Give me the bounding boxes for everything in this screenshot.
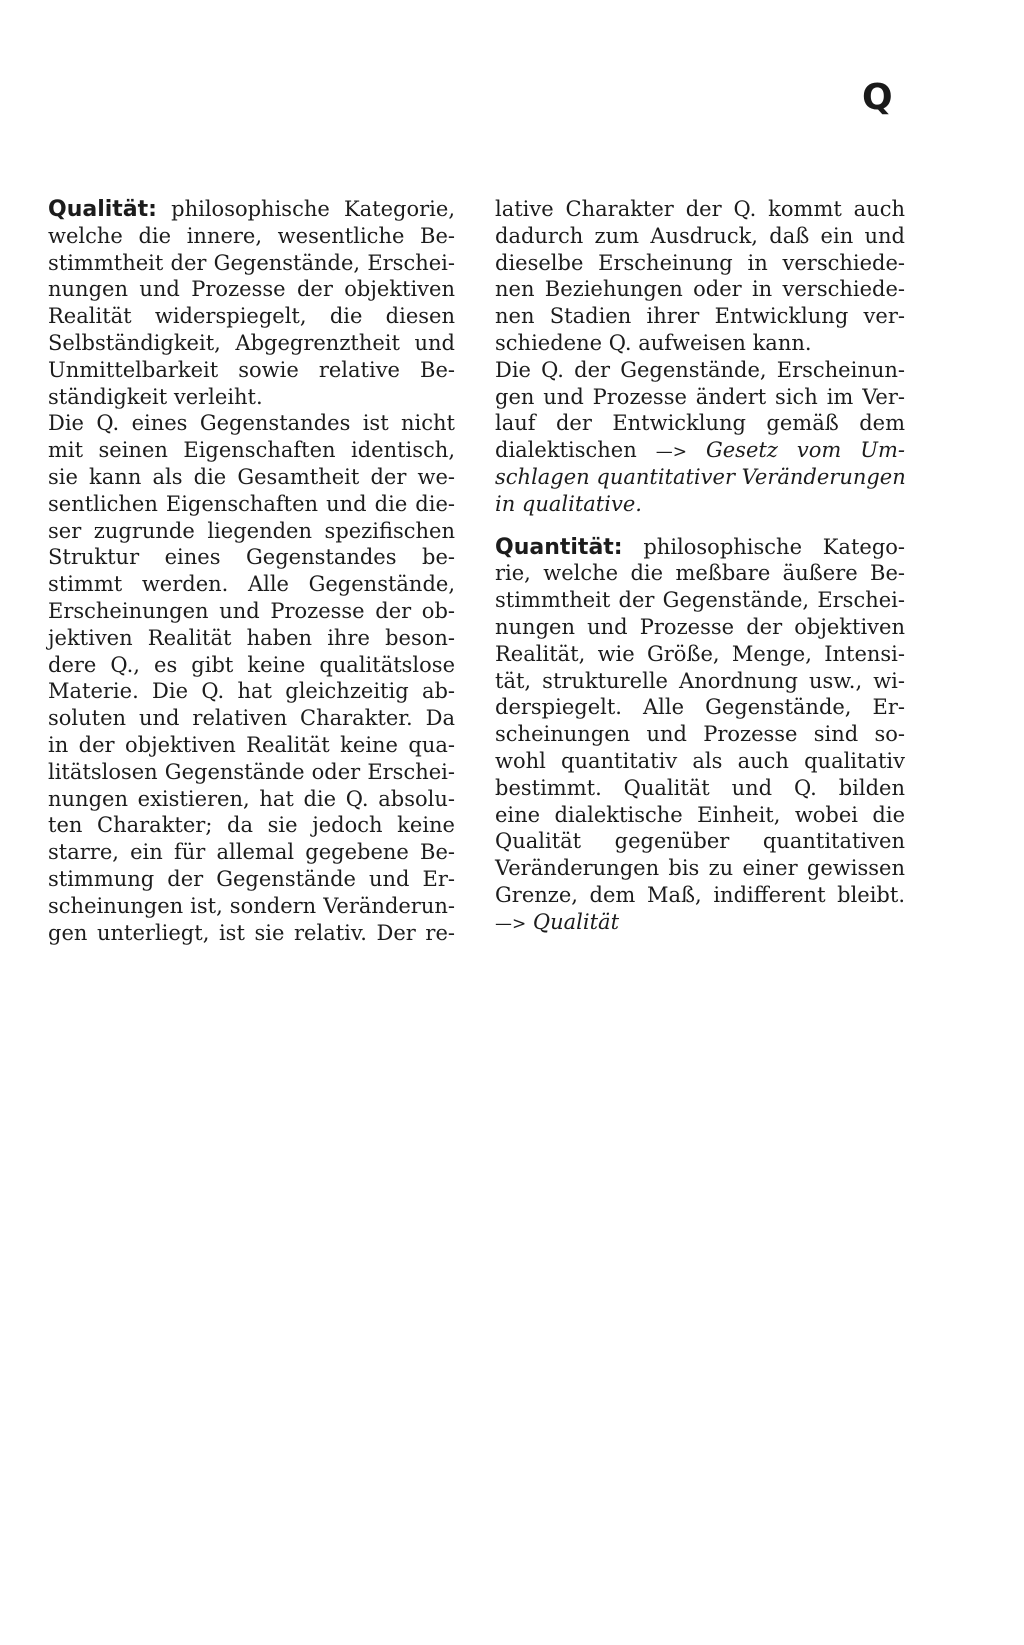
text-line: scheinungen ist, sondern Veränderun- bbox=[48, 893, 455, 918]
cross-reference-gesetz-cont[interactable]: schlagen quantitativer Veränderungen bbox=[495, 464, 906, 489]
cross-reference-gesetz[interactable]: Gesetz vom Um- bbox=[686, 438, 905, 463]
text-line: gen unterliegt, ist sie relativ. Der re- bbox=[48, 920, 455, 945]
text-line: mit seinen Eigenschaften identisch, bbox=[48, 438, 455, 463]
cross-reference-line bbox=[495, 437, 905, 464]
text-line: nen Stadien ihrer Entwicklung ver- bbox=[495, 304, 905, 329]
arrow-right-icon: —> bbox=[655, 442, 687, 463]
text-line: Selbständigkeit, Abgegrenztheit und bbox=[48, 330, 455, 355]
text-line: stimmtheit der Gegenstände, Erschei- bbox=[48, 250, 455, 275]
text-line: nungen und Prozesse der objektiven bbox=[495, 614, 905, 639]
text-line: wohl quantitativ als auch qualitativ bbox=[495, 748, 905, 773]
left-column bbox=[48, 196, 455, 946]
text-line: stimmt werden. Alle Gegenstände, bbox=[48, 572, 455, 597]
text-line: Unmittelbarkeit sowie relative Be- bbox=[48, 357, 455, 382]
text-line: dere Q., es gibt keine qualitätslose bbox=[48, 652, 455, 677]
cross-reference-qualitaet[interactable]: Qualität bbox=[526, 909, 620, 934]
text-segment: dialektischen bbox=[495, 438, 656, 463]
text-line: in der objektiven Realität keine qua- bbox=[48, 732, 455, 757]
entry-text: philosophische Kategorie, bbox=[156, 197, 455, 221]
text-line: Veränderungen bis zu einer gewissen bbox=[495, 856, 905, 881]
text-line: Realität widerspiegelt, die diesen bbox=[48, 304, 455, 329]
text-line: welche die innere, wesentliche Be- bbox=[48, 223, 455, 248]
entry-spacer bbox=[495, 518, 905, 534]
text-line: Realität, wie Größe, Menge, Intensi- bbox=[495, 641, 905, 666]
text-line: dadurch zum Ausdruck, daß ein und bbox=[495, 223, 905, 248]
final-reference-line bbox=[495, 909, 905, 936]
text-line: lauf der Entwicklung gemäß dem bbox=[495, 411, 905, 436]
text-line: nungen existieren, hat die Q. absolu- bbox=[48, 786, 455, 811]
text-line: soluten und relativen Charakter. Da bbox=[48, 706, 455, 731]
entry-text: philosophische Katego- bbox=[622, 534, 905, 559]
text-line: Qualität gegenüber quantitativen bbox=[495, 829, 905, 854]
text-line: stimmtheit der Gegenstände, Erschei- bbox=[495, 588, 905, 613]
text-line: tät, strukturelle Anordnung usw., wi- bbox=[495, 668, 905, 693]
text-line: eine dialektische Einheit, wobei die bbox=[495, 802, 905, 827]
text-line: sentlichen Eigenschaften und die die- bbox=[48, 491, 455, 516]
text-line: stimmung der Gegenstände und Er- bbox=[48, 866, 455, 891]
headword-qualitaet: Qualität: bbox=[48, 197, 157, 222]
text-line: Grenze, dem Maß, indifferent bleibt. bbox=[495, 882, 905, 907]
text-line: jektiven Realität haben ihre beson- bbox=[48, 625, 455, 650]
text-line: lative Charakter der Q. kommt auch bbox=[495, 197, 905, 221]
text-line: dieselbe Erscheinung in verschiede- bbox=[495, 250, 905, 275]
text-line: Die Q. eines Gegenstandes ist nicht bbox=[48, 411, 455, 436]
text-line: rie, welche die meßbare äußere Be- bbox=[495, 561, 905, 586]
text-line: ten Charakter; da sie jedoch keine bbox=[48, 813, 455, 838]
entry-quantitaet-first-line bbox=[495, 534, 905, 561]
text-line: sie kann als die Gesamtheit der we- bbox=[48, 464, 455, 489]
arrow-right-icon: —> bbox=[495, 913, 527, 934]
text-line: litätslosen Gegenstände oder Erschei- bbox=[48, 759, 455, 784]
text-line: starre, ein für allemal gegebene Be- bbox=[48, 840, 455, 865]
text-line: ständigkeit verleiht. bbox=[48, 384, 263, 409]
text-line: Materie. Die Q. hat gleichzeitig ab- bbox=[48, 679, 455, 704]
right-column bbox=[495, 196, 905, 936]
text-line: nungen und Prozesse der objektiven bbox=[48, 277, 455, 302]
headword-quantitaet: Quantität: bbox=[495, 534, 623, 560]
cross-reference-gesetz-end[interactable]: in qualitative. bbox=[495, 491, 642, 516]
entry-qualitaet-first-line bbox=[48, 196, 455, 223]
text-line: scheinungen und Prozesse sind so- bbox=[495, 722, 905, 747]
text-line: gen und Prozesse ändert sich im Ver- bbox=[495, 384, 905, 409]
section-letter: Q bbox=[862, 77, 893, 118]
text-line: ser zugrunde liegenden spezifischen bbox=[48, 518, 455, 543]
text-line: Erscheinungen und Prozesse der ob- bbox=[48, 598, 455, 623]
text-line: Die Q. der Gegenstände, Erscheinun- bbox=[495, 357, 905, 382]
text-line: schiedene Q. aufweisen kann. bbox=[495, 330, 812, 355]
text-line: Struktur eines Gegenstandes be- bbox=[48, 545, 455, 570]
text-line: nen Beziehungen oder in verschiede- bbox=[495, 277, 905, 302]
text-line: derspiegelt. Alle Gegenstände, Er- bbox=[495, 695, 905, 720]
text-line: bestimmt. Qualität und Q. bilden bbox=[495, 775, 905, 800]
